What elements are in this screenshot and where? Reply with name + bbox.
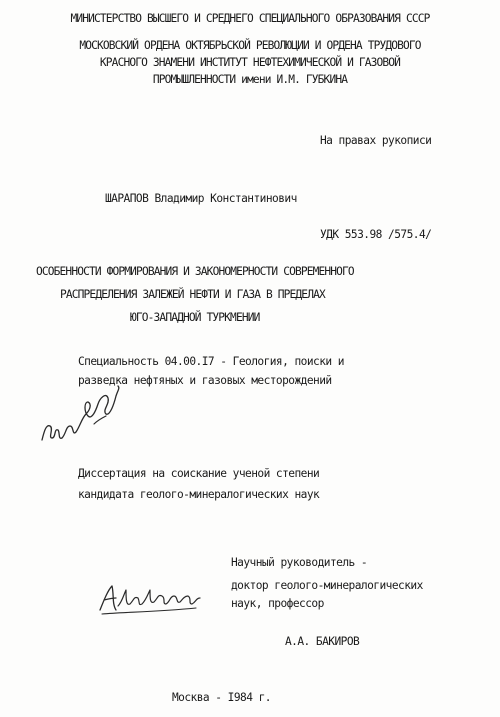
ministry-header: МИНИСТЕРСТВО ВЫСШЕГО И СРЕДНЕГО СПЕЦИАЛЬНОГО ОБРАЗОВАНИЯ СССР: [70, 12, 430, 25]
specialty-line-2: разведка нефтяных и газовых месторождений: [78, 374, 332, 387]
city-year-footer: Москва - I984 г.: [172, 691, 271, 704]
title-line-1: ОСОБЕННОСТИ ФОРМИРОВАНИЯ И ЗАКОНОМЕРНОСТИ СОВРЕМЕННОГО: [36, 265, 354, 278]
dissertation-line-2: кандидата геолого-минералогических наук: [78, 488, 320, 501]
institute-line-3: ПРОМЫШЛЕННОСТИ имени И.М. ГУБКИНА: [152, 73, 348, 86]
udk-code: УДК 553.98 /575.4/: [320, 228, 432, 241]
author-name: ШАРАПОВ Владимир Константинович: [105, 192, 297, 205]
handwritten-supervisor-signature: [96, 580, 206, 620]
supervisor-title: наук, профессор: [231, 597, 324, 610]
supervisor-name: А.А. БАКИРОВ: [285, 635, 360, 648]
dissertation-line-1: Диссертация на соискание ученой степени: [78, 467, 320, 480]
title-line-3: ЮГО-ЗАПАДНОЙ ТУРКМЕНИИ: [130, 311, 260, 324]
institute-line-1: МОСКОВСКИЙ ОРДЕНА ОКТЯБРЬСКОЙ РЕВОЛЮЦИИ И ОРДЕНА ТРУДОВОГО: [79, 39, 421, 52]
title-line-2: РАСПРЕДЕЛЕНИЯ ЗАЛЕЖЕЙ НЕФТИ И ГАЗА В ПРЕДЕЛАХ: [60, 288, 325, 301]
supervisor-degree: доктор геолого-минералогических: [231, 579, 423, 592]
institute-line-2: КРАСНОГО ЗНАМЕНИ ИНСТИТУТ НЕФТЕХИМИЧЕСКОЙ И ГАЗОВОЙ: [99, 56, 401, 69]
handwritten-initials-signature: [36, 380, 126, 460]
specialty-line-1: Специальность 04.00.I7 - Геология, поиски и: [78, 355, 344, 368]
supervisor-role: Научный руководитель -: [231, 556, 368, 569]
manuscript-rights-note: На правах рукописи: [320, 134, 432, 147]
